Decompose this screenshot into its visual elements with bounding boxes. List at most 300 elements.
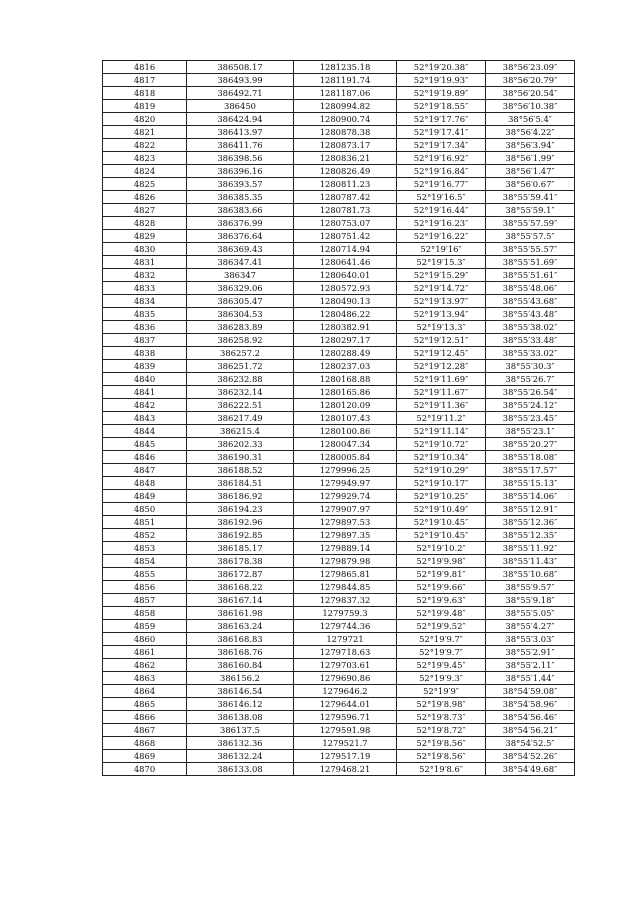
table-row — [103, 139, 575, 152]
latitude-cell: 52°19′9.3″ — [397, 672, 486, 685]
latitude-cell: 52°19′12.28″ — [397, 360, 486, 373]
table-row — [103, 243, 575, 256]
y-coordinate-cell: 1279889.14 — [294, 542, 397, 555]
latitude-cell: 52°19′9.7″ — [397, 646, 486, 659]
x-coordinate-cell: 386376.99 — [187, 217, 294, 230]
longitude-cell: 38°55′30.3″ — [486, 360, 575, 373]
y-coordinate-cell: 1280486.22 — [294, 308, 397, 321]
x-coordinate-cell: 386217.49 — [187, 412, 294, 425]
x-coordinate-cell: 386156.2 — [187, 672, 294, 685]
x-coordinate-cell: 386184.51 — [187, 477, 294, 490]
latitude-cell: 52°19′8.6″ — [397, 763, 486, 776]
point-number-cell: 4843 — [103, 412, 187, 425]
latitude-cell: 52°19′11.69″ — [397, 373, 486, 386]
y-coordinate-cell: 1280714.94 — [294, 243, 397, 256]
longitude-cell: 38°56′0.67″ — [486, 178, 575, 191]
table-row — [103, 230, 575, 243]
table-row — [103, 100, 575, 113]
x-coordinate-cell: 386168.22 — [187, 581, 294, 594]
table-row — [103, 126, 575, 139]
y-coordinate-cell: 1280994.82 — [294, 100, 397, 113]
latitude-cell: 52°19′9.7″ — [397, 633, 486, 646]
table-body — [103, 61, 575, 776]
point-number-cell: 4850 — [103, 503, 187, 516]
x-coordinate-cell: 386188.52 — [187, 464, 294, 477]
point-number-cell: 4828 — [103, 217, 187, 230]
x-coordinate-cell: 386508.17 — [187, 61, 294, 74]
latitude-cell: 52°19′10.17″ — [397, 477, 486, 490]
point-number-cell: 4865 — [103, 698, 187, 711]
y-coordinate-cell: 1281191.74 — [294, 74, 397, 87]
x-coordinate-cell: 386232.14 — [187, 386, 294, 399]
table-row — [103, 386, 575, 399]
point-number-cell: 4840 — [103, 373, 187, 386]
longitude-cell: 38°55′4.27″ — [486, 620, 575, 633]
latitude-cell: 52°19′16.5″ — [397, 191, 486, 204]
table-row — [103, 581, 575, 594]
x-coordinate-cell: 386186.92 — [187, 490, 294, 503]
y-coordinate-cell: 1279718.63 — [294, 646, 397, 659]
longitude-cell: 38°55′5.05″ — [486, 607, 575, 620]
x-coordinate-cell: 386133.08 — [187, 763, 294, 776]
point-number-cell: 4839 — [103, 360, 187, 373]
longitude-cell: 38°55′26.54″ — [486, 386, 575, 399]
longitude-cell: 38°55′11.92″ — [486, 542, 575, 555]
longitude-cell: 38°55′18.08″ — [486, 451, 575, 464]
point-number-cell: 4868 — [103, 737, 187, 750]
table-row — [103, 542, 575, 555]
x-coordinate-cell: 386304.53 — [187, 308, 294, 321]
latitude-cell: 52°19′12.45″ — [397, 347, 486, 360]
table-row — [103, 334, 575, 347]
longitude-cell: 38°55′10.68″ — [486, 568, 575, 581]
table-row — [103, 490, 575, 503]
longitude-cell: 38°55′9.57″ — [486, 581, 575, 594]
table-row — [103, 685, 575, 698]
point-number-cell: 4833 — [103, 282, 187, 295]
longitude-cell: 38°55′20.27″ — [486, 438, 575, 451]
latitude-cell: 52°19′14.72″ — [397, 282, 486, 295]
latitude-cell: 52°19′17.76″ — [397, 113, 486, 126]
y-coordinate-cell: 1279897.53 — [294, 516, 397, 529]
x-coordinate-cell: 386398.56 — [187, 152, 294, 165]
point-number-cell: 4852 — [103, 529, 187, 542]
y-coordinate-cell: 1280047.34 — [294, 438, 397, 451]
table-row — [103, 503, 575, 516]
longitude-cell: 38°55′57.59″ — [486, 217, 575, 230]
table-row — [103, 282, 575, 295]
y-coordinate-cell: 1279703.61 — [294, 659, 397, 672]
x-coordinate-cell: 386146.54 — [187, 685, 294, 698]
point-number-cell: 4819 — [103, 100, 187, 113]
point-number-cell: 4858 — [103, 607, 187, 620]
table-row — [103, 724, 575, 737]
point-number-cell: 4857 — [103, 594, 187, 607]
y-coordinate-cell: 1279517.19 — [294, 750, 397, 763]
y-coordinate-cell: 1279690.86 — [294, 672, 397, 685]
x-coordinate-cell: 386160.84 — [187, 659, 294, 672]
longitude-cell: 38°54′59.08″ — [486, 685, 575, 698]
point-number-cell: 4834 — [103, 295, 187, 308]
latitude-cell: 52°19′10.2″ — [397, 542, 486, 555]
longitude-cell: 38°55′33.48″ — [486, 334, 575, 347]
latitude-cell: 52°19′10.49″ — [397, 503, 486, 516]
y-coordinate-cell: 1280120.09 — [294, 399, 397, 412]
table-row — [103, 451, 575, 464]
x-coordinate-cell: 386185.17 — [187, 542, 294, 555]
x-coordinate-cell: 386305.47 — [187, 295, 294, 308]
x-coordinate-cell: 386347.41 — [187, 256, 294, 269]
y-coordinate-cell: 1280641.46 — [294, 256, 397, 269]
longitude-cell: 38°55′48.06″ — [486, 282, 575, 295]
x-coordinate-cell: 386251.72 — [187, 360, 294, 373]
latitude-cell: 52°19′9.81″ — [397, 568, 486, 581]
latitude-cell: 52°19′16″ — [397, 243, 486, 256]
y-coordinate-cell: 1280107.43 — [294, 412, 397, 425]
longitude-cell: 38°56′10.38″ — [486, 100, 575, 113]
table-row — [103, 360, 575, 373]
point-number-cell: 4847 — [103, 464, 187, 477]
y-coordinate-cell: 1279744.36 — [294, 620, 397, 633]
point-number-cell: 4844 — [103, 425, 187, 438]
table-row — [103, 373, 575, 386]
y-coordinate-cell: 1279907.97 — [294, 503, 397, 516]
y-coordinate-cell: 1280168.88 — [294, 373, 397, 386]
table-row — [103, 477, 575, 490]
latitude-cell: 52°19′19.89″ — [397, 87, 486, 100]
latitude-cell: 52°19′9.66″ — [397, 581, 486, 594]
longitude-cell: 38°54′52.26″ — [486, 750, 575, 763]
table-row — [103, 737, 575, 750]
y-coordinate-cell: 1280005.84 — [294, 451, 397, 464]
table-row — [103, 321, 575, 334]
x-coordinate-cell: 386257.2 — [187, 347, 294, 360]
y-coordinate-cell: 1279644.01 — [294, 698, 397, 711]
x-coordinate-cell: 386376.64 — [187, 230, 294, 243]
y-coordinate-cell: 1280100.86 — [294, 425, 397, 438]
point-number-cell: 4831 — [103, 256, 187, 269]
point-number-cell: 4835 — [103, 308, 187, 321]
table-row — [103, 698, 575, 711]
longitude-cell: 38°56′1.99″ — [486, 152, 575, 165]
latitude-cell: 52°19′11.14″ — [397, 425, 486, 438]
longitude-cell: 38°55′11.43″ — [486, 555, 575, 568]
y-coordinate-cell: 1280781.73 — [294, 204, 397, 217]
point-number-cell: 4817 — [103, 74, 187, 87]
longitude-cell: 38°55′59.1″ — [486, 204, 575, 217]
latitude-cell: 52°19′10.45″ — [397, 529, 486, 542]
table-row — [103, 529, 575, 542]
latitude-cell: 52°19′17.34″ — [397, 139, 486, 152]
y-coordinate-cell: 1279844.85 — [294, 581, 397, 594]
longitude-cell: 38°55′26.7″ — [486, 373, 575, 386]
y-coordinate-cell: 1279897.35 — [294, 529, 397, 542]
latitude-cell: 52°19′8.56″ — [397, 737, 486, 750]
latitude-cell: 52°19′15.29″ — [397, 269, 486, 282]
point-number-cell: 4825 — [103, 178, 187, 191]
y-coordinate-cell: 1280811.23 — [294, 178, 397, 191]
longitude-cell: 38°55′14.06″ — [486, 490, 575, 503]
table-row — [103, 412, 575, 425]
x-coordinate-cell: 386146.12 — [187, 698, 294, 711]
x-coordinate-cell: 386393.57 — [187, 178, 294, 191]
y-coordinate-cell: 1279646.2 — [294, 685, 397, 698]
latitude-cell: 52°19′16.44″ — [397, 204, 486, 217]
point-number-cell: 4822 — [103, 139, 187, 152]
x-coordinate-cell: 386396.16 — [187, 165, 294, 178]
point-number-cell: 4845 — [103, 438, 187, 451]
latitude-cell: 52°19′16.84″ — [397, 165, 486, 178]
table-row — [103, 87, 575, 100]
latitude-cell: 52°19′8.72″ — [397, 724, 486, 737]
point-number-cell: 4849 — [103, 490, 187, 503]
table-row — [103, 672, 575, 685]
point-number-cell: 4826 — [103, 191, 187, 204]
latitude-cell: 52°19′15.3″ — [397, 256, 486, 269]
y-coordinate-cell: 1279721 — [294, 633, 397, 646]
table-row — [103, 594, 575, 607]
longitude-cell: 38°55′51.69″ — [486, 256, 575, 269]
longitude-cell: 38°55′23.45″ — [486, 412, 575, 425]
y-coordinate-cell: 1280237.03 — [294, 360, 397, 373]
point-number-cell: 4837 — [103, 334, 187, 347]
latitude-cell: 52°19′20.38″ — [397, 61, 486, 74]
point-number-cell: 4823 — [103, 152, 187, 165]
table-row — [103, 646, 575, 659]
longitude-cell: 38°54′52.5″ — [486, 737, 575, 750]
point-number-cell: 4863 — [103, 672, 187, 685]
longitude-cell: 38°56′23.09″ — [486, 61, 575, 74]
longitude-cell: 38°56′20.79″ — [486, 74, 575, 87]
latitude-cell: 52°19′10.45″ — [397, 516, 486, 529]
longitude-cell: 38°55′43.68″ — [486, 295, 575, 308]
table-row — [103, 516, 575, 529]
x-coordinate-cell: 386493.99 — [187, 74, 294, 87]
x-coordinate-cell: 386163.24 — [187, 620, 294, 633]
x-coordinate-cell: 386283.89 — [187, 321, 294, 334]
latitude-cell: 52°19′11.2″ — [397, 412, 486, 425]
latitude-cell: 52°19′8.56″ — [397, 750, 486, 763]
x-coordinate-cell: 386168.76 — [187, 646, 294, 659]
x-coordinate-cell: 386411.76 — [187, 139, 294, 152]
coordinates-table — [102, 60, 575, 776]
latitude-cell: 52°19′17.41″ — [397, 126, 486, 139]
y-coordinate-cell: 1279996.25 — [294, 464, 397, 477]
table-row — [103, 152, 575, 165]
latitude-cell: 52°19′16.23″ — [397, 217, 486, 230]
y-coordinate-cell: 1280297.17 — [294, 334, 397, 347]
longitude-cell: 38°55′15.13″ — [486, 477, 575, 490]
point-number-cell: 4841 — [103, 386, 187, 399]
y-coordinate-cell: 1279949.97 — [294, 477, 397, 490]
latitude-cell: 52°19′9.98″ — [397, 555, 486, 568]
point-number-cell: 4818 — [103, 87, 187, 100]
point-number-cell: 4824 — [103, 165, 187, 178]
table-row — [103, 178, 575, 191]
x-coordinate-cell: 386215.4 — [187, 425, 294, 438]
table-row — [103, 750, 575, 763]
x-coordinate-cell: 386202.33 — [187, 438, 294, 451]
longitude-cell: 38°56′5.4″ — [486, 113, 575, 126]
latitude-cell: 52°19′8.98″ — [397, 698, 486, 711]
longitude-cell: 38°55′51.61″ — [486, 269, 575, 282]
y-coordinate-cell: 1279879.98 — [294, 555, 397, 568]
x-coordinate-cell: 386222.51 — [187, 399, 294, 412]
x-coordinate-cell: 386178.38 — [187, 555, 294, 568]
y-coordinate-cell: 1279929.74 — [294, 490, 397, 503]
latitude-cell: 52°19′16.77″ — [397, 178, 486, 191]
longitude-cell: 38°55′17.57″ — [486, 464, 575, 477]
latitude-cell: 52°19′9.45″ — [397, 659, 486, 672]
x-coordinate-cell: 386167.14 — [187, 594, 294, 607]
y-coordinate-cell: 1280751.42 — [294, 230, 397, 243]
table-row — [103, 165, 575, 178]
longitude-cell: 38°55′3.03″ — [486, 633, 575, 646]
table-row — [103, 256, 575, 269]
latitude-cell: 52°19′10.72″ — [397, 438, 486, 451]
x-coordinate-cell: 386385.35 — [187, 191, 294, 204]
y-coordinate-cell: 1279521.7 — [294, 737, 397, 750]
point-number-cell: 4853 — [103, 542, 187, 555]
x-coordinate-cell: 386492.71 — [187, 87, 294, 100]
point-number-cell: 4867 — [103, 724, 187, 737]
latitude-cell: 52°19′10.25″ — [397, 490, 486, 503]
y-coordinate-cell: 1280900.74 — [294, 113, 397, 126]
latitude-cell: 52°19′16.92″ — [397, 152, 486, 165]
x-coordinate-cell: 386190.31 — [187, 451, 294, 464]
table-row — [103, 425, 575, 438]
longitude-cell: 38°55′12.91″ — [486, 503, 575, 516]
x-coordinate-cell: 386258.92 — [187, 334, 294, 347]
latitude-cell: 52°19′19.93″ — [397, 74, 486, 87]
x-coordinate-cell: 386232.88 — [187, 373, 294, 386]
point-number-cell: 4860 — [103, 633, 187, 646]
x-coordinate-cell: 386329.06 — [187, 282, 294, 295]
y-coordinate-cell: 1279596.71 — [294, 711, 397, 724]
latitude-cell: 52°19′13.94″ — [397, 308, 486, 321]
y-coordinate-cell: 1279468.21 — [294, 763, 397, 776]
y-coordinate-cell: 1280288.49 — [294, 347, 397, 360]
latitude-cell: 52°19′12.51″ — [397, 334, 486, 347]
y-coordinate-cell: 1279837.32 — [294, 594, 397, 607]
point-number-cell: 4846 — [103, 451, 187, 464]
y-coordinate-cell: 1280873.17 — [294, 139, 397, 152]
table-row — [103, 620, 575, 633]
y-coordinate-cell: 1280640.01 — [294, 269, 397, 282]
longitude-cell: 38°55′59.41″ — [486, 191, 575, 204]
x-coordinate-cell: 386168.83 — [187, 633, 294, 646]
table-row — [103, 763, 575, 776]
table-row — [103, 659, 575, 672]
longitude-cell: 38°55′2.91″ — [486, 646, 575, 659]
point-number-cell: 4848 — [103, 477, 187, 490]
y-coordinate-cell: 1280878.38 — [294, 126, 397, 139]
y-coordinate-cell: 1279591.98 — [294, 724, 397, 737]
x-coordinate-cell: 386138.08 — [187, 711, 294, 724]
x-coordinate-cell: 386172.87 — [187, 568, 294, 581]
latitude-cell: 52°19′9.52″ — [397, 620, 486, 633]
y-coordinate-cell: 1280165.86 — [294, 386, 397, 399]
x-coordinate-cell: 386369.43 — [187, 243, 294, 256]
x-coordinate-cell: 386132.36 — [187, 737, 294, 750]
point-number-cell: 4866 — [103, 711, 187, 724]
longitude-cell: 38°55′33.02″ — [486, 347, 575, 360]
point-number-cell: 4859 — [103, 620, 187, 633]
point-number-cell: 4816 — [103, 61, 187, 74]
longitude-cell: 38°54′49.68″ — [486, 763, 575, 776]
longitude-cell: 38°56′1.47″ — [486, 165, 575, 178]
x-coordinate-cell: 386137.5 — [187, 724, 294, 737]
table-row — [103, 633, 575, 646]
x-coordinate-cell: 386424.94 — [187, 113, 294, 126]
latitude-cell: 52°19′16.22″ — [397, 230, 486, 243]
point-number-cell: 4820 — [103, 113, 187, 126]
longitude-cell: 38°54′58.96″ — [486, 698, 575, 711]
longitude-cell: 38°56′3.94″ — [486, 139, 575, 152]
table-row — [103, 399, 575, 412]
point-number-cell: 4821 — [103, 126, 187, 139]
latitude-cell: 52°19′10.29″ — [397, 464, 486, 477]
table-row — [103, 464, 575, 477]
x-coordinate-cell: 386450 — [187, 100, 294, 113]
y-coordinate-cell: 1279865.81 — [294, 568, 397, 581]
x-coordinate-cell: 386194.23 — [187, 503, 294, 516]
point-number-cell: 4869 — [103, 750, 187, 763]
table-row — [103, 568, 575, 581]
point-number-cell: 4842 — [103, 399, 187, 412]
longitude-cell: 38°55′23.1″ — [486, 425, 575, 438]
longitude-cell: 38°55′43.48″ — [486, 308, 575, 321]
longitude-cell: 38°55′38.02″ — [486, 321, 575, 334]
table-row — [103, 438, 575, 451]
longitude-cell: 38°55′1.44″ — [486, 672, 575, 685]
table-row — [103, 217, 575, 230]
y-coordinate-cell: 1280572.93 — [294, 282, 397, 295]
table-row — [103, 711, 575, 724]
point-number-cell: 4855 — [103, 568, 187, 581]
latitude-cell: 52°19′13.97″ — [397, 295, 486, 308]
x-coordinate-cell: 386132.24 — [187, 750, 294, 763]
x-coordinate-cell: 386161.98 — [187, 607, 294, 620]
longitude-cell: 38°55′12.35″ — [486, 529, 575, 542]
table-row — [103, 191, 575, 204]
table-row — [103, 607, 575, 620]
point-number-cell: 4830 — [103, 243, 187, 256]
point-number-cell: 4832 — [103, 269, 187, 282]
point-number-cell: 4856 — [103, 581, 187, 594]
table-row — [103, 61, 575, 74]
table-row — [103, 74, 575, 87]
x-coordinate-cell: 386347 — [187, 269, 294, 282]
table-row — [103, 555, 575, 568]
longitude-cell: 38°56′4.22″ — [486, 126, 575, 139]
longitude-cell: 38°55′24.12″ — [486, 399, 575, 412]
x-coordinate-cell: 386383.66 — [187, 204, 294, 217]
point-number-cell: 4851 — [103, 516, 187, 529]
y-coordinate-cell: 1281235.18 — [294, 61, 397, 74]
point-number-cell: 4854 — [103, 555, 187, 568]
latitude-cell: 52°19′9.48″ — [397, 607, 486, 620]
y-coordinate-cell: 1280382.91 — [294, 321, 397, 334]
point-number-cell: 4836 — [103, 321, 187, 334]
point-number-cell: 4829 — [103, 230, 187, 243]
longitude-cell: 38°55′2.11″ — [486, 659, 575, 672]
longitude-cell: 38°55′57.5″ — [486, 230, 575, 243]
latitude-cell: 52°19′13.3″ — [397, 321, 486, 334]
point-number-cell: 4838 — [103, 347, 187, 360]
latitude-cell: 52°19′10.34″ — [397, 451, 486, 464]
point-number-cell: 4827 — [103, 204, 187, 217]
